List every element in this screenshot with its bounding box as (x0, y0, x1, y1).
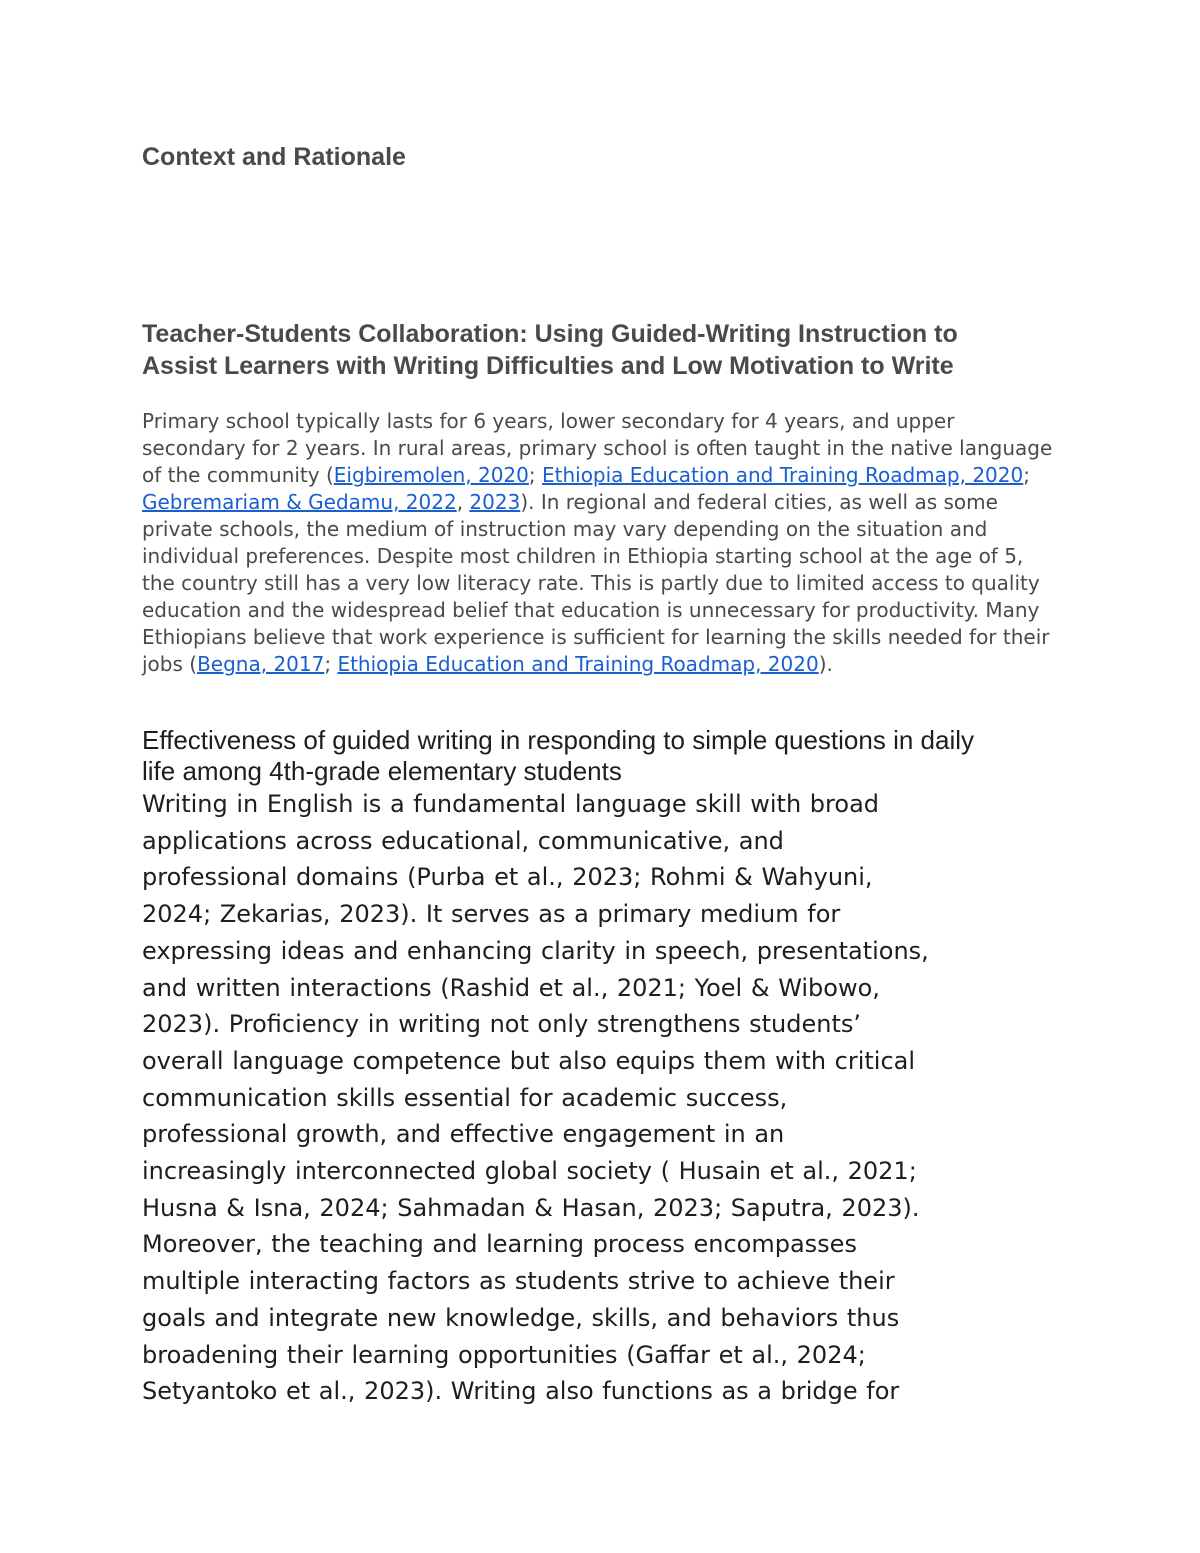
citation-link-eigbiremolen[interactable]: Eigbiremolen, 2020 (333, 463, 529, 487)
writing-paragraph (142, 786, 1054, 1410)
paragraph-text: ; (528, 463, 542, 487)
article-title-line-1: Teacher-Students Collaboration: Using Guided-Writing Instruction to (142, 320, 958, 348)
paragraph-line: goals and integrate new knowledge, skills, and behaviors thus (142, 1303, 900, 1332)
paragraph-line: and written interactions (Rashid et al., 2021; Yoel & Wibowo, (142, 973, 880, 1002)
paragraph-line: increasingly interconnected global society ( Husain et al., 2021; (142, 1157, 917, 1186)
paragraph-line: Setyantoko et al., 2023). Writing also functions as a bridge for (142, 1377, 900, 1406)
effectiveness-heading-line-1: Effectiveness of guided writing in responding to simple questions in daily (142, 725, 974, 755)
paragraph-line: broadening their learning opportunities (Gaffar et al., 2024; (142, 1340, 866, 1369)
section-heading-effectiveness (142, 725, 1054, 787)
paragraph-text: Primary school typically lasts for 6 years, lower secondary for 4 years, and upper secondary for 2 years. In rural areas, primary school is often taught in the native language of the community ( (142, 409, 1053, 487)
paragraph-line: Writing in English is a fundamental language skill with broad (142, 790, 880, 818)
paragraph-line: professional growth, and effective engagement in an (142, 1120, 785, 1149)
citation-link-2023[interactable]: 2023 (469, 490, 521, 514)
citation-link-roadmap[interactable]: Ethiopia Education and Training Roadmap, 2020 (541, 463, 1024, 487)
paragraph-line: Husna & Isna, 2024; Sahmadan & Hasan, 2023; Saputra, 2023). (142, 1193, 920, 1222)
citation-link-gebremariam[interactable]: Gebremariam & Gedamu, 2022 (142, 490, 457, 514)
paragraph-text: , (456, 490, 470, 514)
intro-paragraph (142, 408, 1054, 678)
paragraph-text: ). In regional and federal cities, as well as some private schools, the medium of instruction may vary depending on the situation and individual preferences. Despite most children in Ethiopia starting school at the age of 5, the country still has a very low literacy rate. This is partly due to limited access to quality education and the widespread belief that education is unnecessary for productivity. Many Ethiopians believe that work experience is sufficient for learning the skills needed for their jobs ( (142, 490, 1050, 676)
paragraph-line: 2023). Proficiency in writing not only strengthens students’ (142, 1010, 861, 1039)
citation-link-begna[interactable]: Begna, 2017 (197, 652, 325, 676)
article-title-line-2: Assist Learners with Writing Difficulties and Low Motivation to Write (142, 352, 954, 380)
paragraph-text: ; (1023, 463, 1030, 487)
paragraph-line: 2024; Zekarias, 2023). It serves as a primary medium for (142, 900, 841, 929)
effectiveness-heading-line-2: life among 4th-grade elementary students (142, 756, 622, 786)
section-heading-context: Context and Rationale (142, 143, 406, 171)
paragraph-line: applications across educational, communicative, and (142, 826, 784, 855)
paragraph-line: professional domains (Purba et al., 2023; Rohmi & Wahyuni, (142, 863, 873, 892)
paragraph-text: ; (324, 652, 338, 676)
paragraph-text: ). (818, 652, 833, 676)
article-title (142, 318, 1054, 382)
paragraph-line: communication skills essential for academic success, (142, 1083, 788, 1112)
paragraph-line: overall language competence but also equips them with critical (142, 1046, 916, 1075)
paragraph-line: expressing ideas and enhancing clarity in speech, presentations, (142, 936, 929, 965)
paragraph-line: multiple interacting factors as students strive to achieve their (142, 1267, 895, 1296)
citation-link-roadmap-2[interactable]: Ethiopia Education and Training Roadmap, 2020 (337, 652, 819, 676)
paragraph-line: Moreover, the teaching and learning process encompasses (142, 1230, 857, 1259)
